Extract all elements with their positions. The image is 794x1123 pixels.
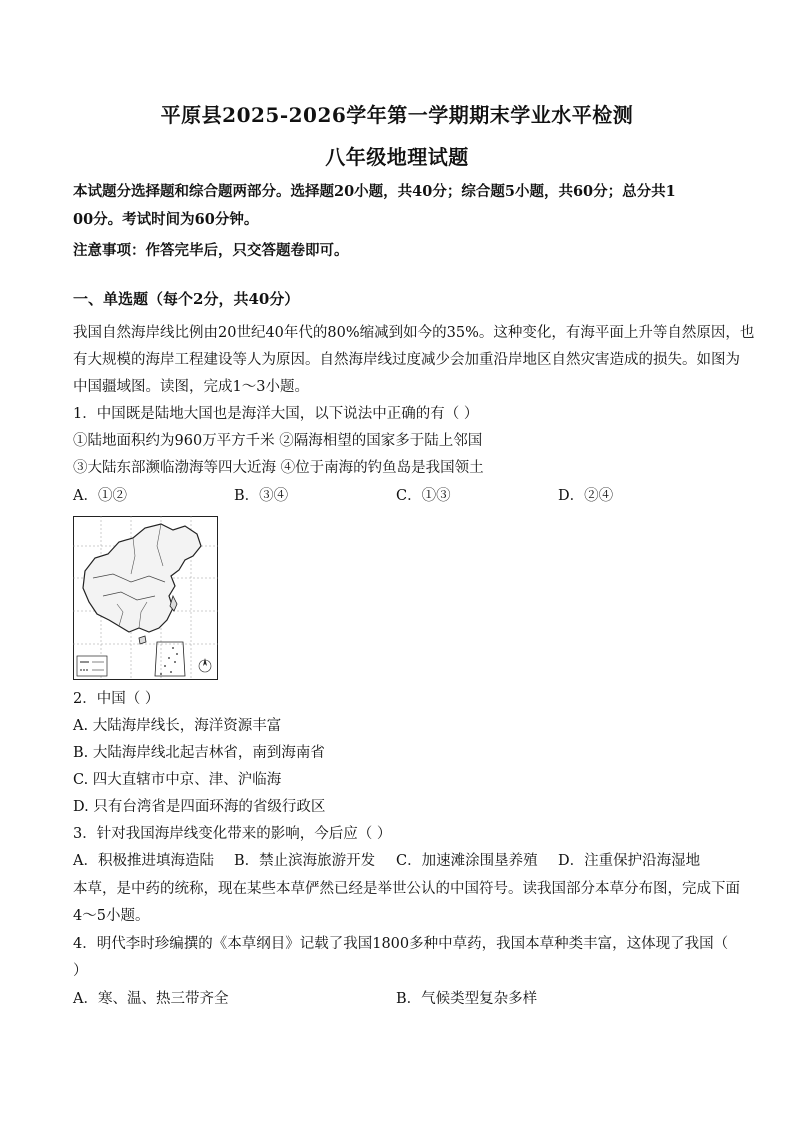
question-1-statement: ③大陆东部濒临渤海等四大近海 ④位于南海的钓鱼岛是我国领土 <box>73 460 484 476</box>
exam-note: 注意事项：作答完毕后，只交答题卷即可。 <box>73 242 349 259</box>
passage-line: 4～5小题。 <box>73 908 150 924</box>
question-1-stem: 1．中国既是陆地大国也是海洋大国，以下说法中正确的有（ ） <box>73 406 479 422</box>
q4-option-b[interactable]: B．气候类型复杂多样 <box>396 991 538 1007</box>
question-4-stem: 4．明代李时珍编撰的《本草纲目》记载了我国1800多种中草药，我国本草种类丰富，这体现了我国（ <box>73 936 729 952</box>
q3-option-c[interactable]: C．加速滩涂围垦养殖 <box>396 853 538 869</box>
q1-option-a[interactable]: A．①② <box>73 488 127 504</box>
q1-option-d[interactable]: D．②④ <box>558 488 614 504</box>
exam-title: 平原县2025-2026学年第一学期期末学业水平检测 <box>160 103 634 127</box>
q3-option-d[interactable]: D．注重保护沿海湿地 <box>558 853 701 869</box>
q2-option-b[interactable]: B. 大陆海岸线北起吉林省，南到海南省 <box>73 745 325 761</box>
q4-option-a[interactable]: A．寒、温、热三带齐全 <box>73 991 229 1007</box>
intro-line-1: 本试题分选择题和综合题两部分。选择题20小题，共40分；综合题5小题，共60分；总分共1 <box>73 183 676 200</box>
intro-line-2: 00分。考试时间为60分钟。 <box>73 211 259 228</box>
passage-line: 本草，是中药的统称，现在某些本草俨然已经是举世公认的中国符号。读我国部分本草分布图，完成下面 <box>73 881 740 897</box>
question-4-stem-end: ） <box>73 963 88 979</box>
question-3-stem: 3．针对我国海岸线变化带来的影响，今后应（ ） <box>73 826 392 842</box>
q1-option-b[interactable]: B．③④ <box>234 488 289 504</box>
passage-line: 我国自然海岸线比例由20世纪40年代的80%缩减到如今的35%。这种变化，有海平面上升等自然原因，也 <box>73 325 755 341</box>
q3-option-a[interactable]: A．积极推进填海造陆 <box>73 853 214 869</box>
q3-option-b[interactable]: B．禁止滨海旅游开发 <box>234 853 376 869</box>
q2-option-d[interactable]: D. 只有台湾省是四面环海的省级行政区 <box>73 799 326 815</box>
question-1-statement: ①陆地面积约为960万平方千米 ②隔海相望的国家多于陆上邻国 <box>73 433 483 449</box>
q1-option-c[interactable]: C．①③ <box>396 488 451 504</box>
question-2-stem: 2．中国（ ） <box>73 691 160 707</box>
q2-option-c[interactable]: C. 四大直辖市中京、津、沪临海 <box>73 772 282 788</box>
china-map-figure <box>73 516 218 680</box>
section-heading: 一、单选题（每个2分，共40分） <box>73 290 300 308</box>
q2-option-a[interactable]: A. 大陆海岸线长，海洋资源丰富 <box>73 718 282 734</box>
passage-line: 有大规模的海岸工程建设等人为原因。自然海岸线过度减少会加重沿岸地区自然灾害造成的损失。如图为 <box>73 352 740 368</box>
exam-subtitle: 八年级地理试题 <box>325 145 469 169</box>
passage-line: 中国疆域图。读图，完成1～3小题。 <box>73 379 309 395</box>
